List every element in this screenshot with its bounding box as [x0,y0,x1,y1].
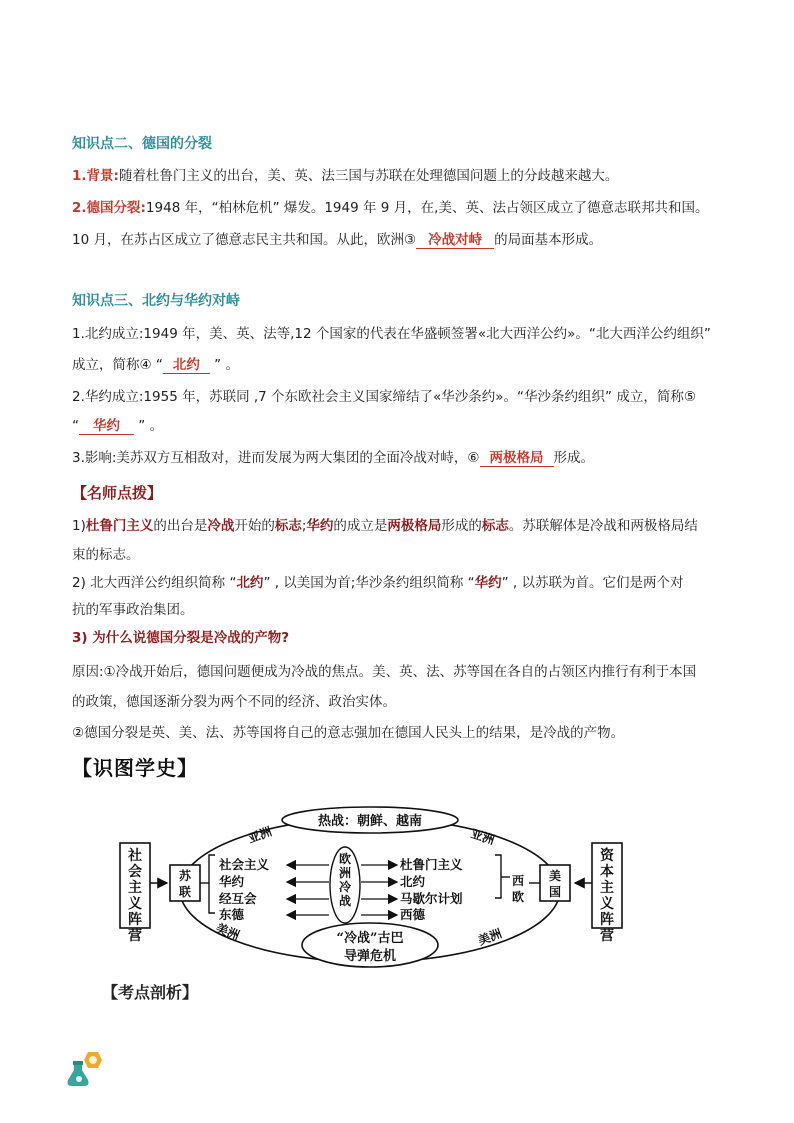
fill-blank: 北约 [163,357,210,374]
capitalist-camp-char: 营 [600,928,614,944]
fill-blank: 两极格局 [480,450,554,467]
section2-paragraph-2 [72,196,708,216]
reason-1-cont: 的政策，德国逐渐分裂为两个不同的经济、政治实体。 [72,694,396,710]
cuba-label-1: “冷战”古巴 [336,931,404,946]
capitalist-camp-char: 阵 [600,912,614,928]
text: ” 。 [134,418,164,434]
tip-1 [72,514,698,534]
hot-war-label: 热战：朝鲜、越南 [317,814,423,829]
left-item-label: 社会主义 [219,857,270,872]
capitalist-camp-char: 资 [600,848,614,864]
west-europe-label-2: 欧 [511,890,525,904]
right-item-label: 西德 [400,907,426,922]
picture-heading: 【识图学史】 [72,756,198,780]
europe-cold-war-char: 战 [338,894,352,908]
keyword: 标志 [274,518,302,534]
tip-2-cont: 抗的军事政治集团。 [72,602,194,618]
tips-heading: 【名师点拨】 [72,484,163,502]
section3-item-1-cont [72,353,239,373]
text: 。苏联解体是冷战和两极格局结 [508,518,698,534]
cold-war-diagram [115,805,625,975]
section2-heading: 知识点二、德国的分裂 [72,136,212,152]
right-item-label: 马歇尔计划 [400,891,463,906]
text: 开始的 [234,518,275,534]
right-item-label: 北约 [400,874,426,889]
europe-cold-war-char: 欧 [338,852,352,866]
label: 2.德国分裂: [72,200,146,216]
keyword: 华约 [474,575,502,591]
socialist-camp-char: 社 [128,848,142,864]
socialist-camp-char: 主 [128,880,142,896]
tip-1-cont: 束的标志。 [72,547,140,563]
svg-text:联: 联 [178,885,192,899]
section3-item-3 [72,446,594,466]
section3-item-1: 1.北约成立:1949 年，美、英、法等,12 个国家的代表在华盛顿签署«北大西洋公约»。“北大西洋公约组织” [72,326,711,342]
text: 2) 北大西洋公约组织简称 “ [72,575,237,591]
asia-label-left: 亚洲 [246,824,274,846]
europe-cold-war-label [339,851,352,908]
analysis-heading: 【考点剖析】 [102,983,199,1002]
section2-paragraph-2-cont [72,228,602,248]
fill-blank: 冷战对峙 [416,232,494,249]
capitalist-camp-label [600,847,615,944]
left-item-label: 东德 [219,907,245,922]
europe-cold-war-char: 冷 [338,880,352,894]
keyword: 两极格局 [387,518,442,534]
flask-logo-icon [64,1048,106,1090]
text: “ [72,418,79,434]
cuba-label-2: 导弹危机 [343,949,397,964]
reason-1: 原因:①冷战开始后，德国问题便成为冷战的焦点。美、英、法、苏等国在各自的占领区内推行有利于本国 [72,664,697,680]
reason-2: ②德国分裂是英、美、法、苏等国将自己的意志强加在德国人民头上的结果，是冷战的产物。 [72,725,625,741]
capitalist-camp-char: 义 [600,896,614,912]
text: 形成。 [553,450,595,466]
socialist-camp-char: 会 [128,864,142,880]
text: 3.影响:美苏双方互相敌对，进而发展为两大集团的全面冷战对峙，⑥ [72,450,480,466]
text: ” , 以美国为首;华沙条约组织简称 “ [263,575,475,591]
text: ; [301,518,307,534]
tip-3-question: 3) 为什么说德国分裂是冷战的产物? [72,630,290,646]
keyword: 杜鲁门主义 [85,518,154,534]
asia-label-right: 亚洲 [469,826,497,848]
left-item-label: 经互会 [219,891,257,906]
text: 的出台是 [153,518,208,534]
text: ” , 以苏联为首。它们是两个对 [501,575,684,591]
west-europe-label-1: 西 [511,874,525,888]
label: 1.背景: [72,168,119,184]
section2-paragraph-1 [72,164,618,184]
ussr-label: 苏 [178,869,192,883]
tip-2 [72,571,684,591]
usa-label: 美 [548,869,562,883]
socialist-camp-label [127,847,142,944]
europe-cold-war-char: 洲 [338,866,352,880]
capitalist-camp-char: 本 [600,864,614,880]
text: 的局面基本形成。 [494,232,603,248]
socialist-camp-char: 阵 [128,912,142,928]
socialist-camp-char: 义 [128,896,142,912]
text: 形成的 [441,518,482,534]
keyword: 冷战 [207,518,235,534]
keyword: 北约 [236,575,264,591]
america-label-left: 美洲 [213,920,242,943]
text: 随着杜鲁门主义的出台，美、英、法三国与苏联在处理德国问题上的分歧越来越大。 [118,168,619,184]
socialist-camp-char: 营 [128,928,142,944]
section3-item-2: 2.华约成立:1955 年，苏联同 ,7 个东欧社会主义国家缔结了«华沙条约»。“华沙条约组织” 成立，简称⑤ [72,389,696,405]
svg-text:国: 国 [548,885,562,899]
right-item-label: 杜鲁门主义 [400,857,463,872]
text: 成立，简称④ “ [72,357,163,373]
left-item-label: 华约 [219,874,245,889]
text: 10 月，在苏占区成立了德意志民主共和国。从此，欧洲③ [72,232,417,248]
text: 1948 年，“柏林危机” 爆发。1949 年 9 月，在,美、英、法占领区成立了德意志联邦共和国。 [145,200,709,216]
capitalist-camp-char: 主 [600,880,614,896]
text: 1) [72,518,86,534]
text: ” 。 [209,357,239,373]
keyword: 华约 [306,518,334,534]
fill-blank: 华约 [79,418,134,435]
section3-heading: 知识点三、北约与华约对峙 [72,293,240,309]
text: 的成立是 [333,518,388,534]
section3-item-2-cont [72,414,163,434]
keyword: 标志 [481,518,509,534]
america-label-right: 美洲 [476,926,504,948]
